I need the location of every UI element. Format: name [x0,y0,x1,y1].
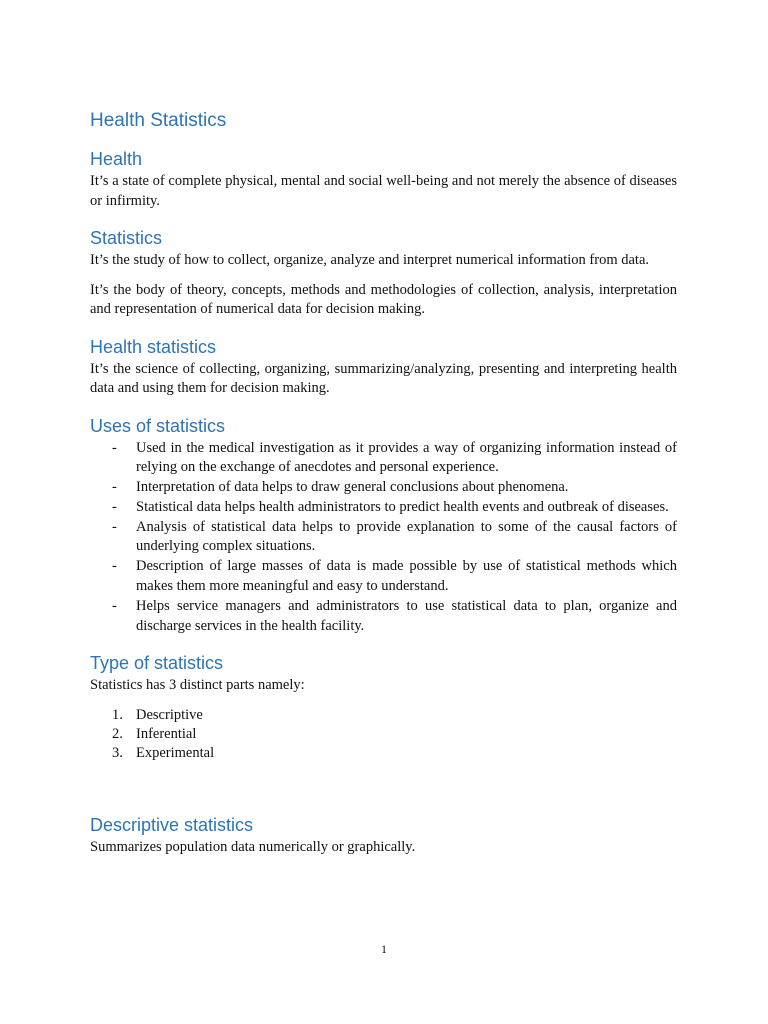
list-item [90,557,677,597]
list-item-text: Statistical data helps health administrators to predict health events and outbreak of diseases. [136,498,669,515]
dash-bullet: - [112,479,117,496]
list-item-text: Experimental [136,745,215,762]
list-item [90,498,677,518]
heading-statistics: Statistics [90,228,163,248]
paragraph-descriptive-definition: Summarizes population data numerically or graphically. [90,838,416,855]
document-title: Health Statistics [90,110,227,131]
page-number: 1 [381,942,387,956]
uses-list [90,439,677,637]
heading-descriptive-statistics: Descriptive statistics [90,814,254,835]
list-item-text: Description of large masses of data is made possible by use of statistical methods which makes them more meaningful and easy to understand. [136,558,677,595]
list-item-text: Interpretation of data helps to draw general conclusions about phenomena. [136,479,569,496]
list-item-text: Used in the medical investigation as it provides a way of organizing information instead of relying on the exchange of anecdotes and personal experience. [136,439,677,476]
blank-space [90,764,677,812]
list-item-text: Analysis of statistical data helps to provide explanation to some of the causal factors of underlying complex situations. [136,518,677,555]
heading-health: Health [90,149,143,169]
list-item [90,439,677,479]
list-number: 3. [112,745,123,762]
list-number: 1. [112,706,123,723]
list-item [90,597,677,637]
list-number: 2. [112,726,123,743]
dash-bullet: - [112,518,117,535]
heading-type-of-statistics: Type of statistics [90,653,224,674]
list-item-text: Helps service managers and administrators to use statistical data to plan, organize and discharge services in the health facility. [136,597,677,634]
paragraph-health-definition: It’s a state of complete physical, mental and social well-being and not merely the absence of diseases or infirmity. [90,173,677,209]
list-item [90,725,677,744]
types-list [90,706,677,764]
list-item-text: Descriptive [136,706,203,723]
document-page [90,108,677,857]
paragraph-type-intro: Statistics has 3 distinct parts namely: [90,677,305,694]
dash-bullet: - [112,439,117,456]
dash-bullet: - [112,597,117,614]
paragraph-statistics-definition-2: It’s the body of theory, concepts, methods and methodologies of collection, analysis, interpretation and representation of numerical data for decision making. [90,281,677,317]
heading-health-statistics: Health statistics [90,336,217,357]
list-item [90,478,677,498]
list-item [90,706,677,725]
heading-uses-of-statistics: Uses of statistics [90,415,226,436]
list-item-text: Inferential [136,726,197,743]
paragraph-health-statistics-definition: It’s the science of collecting, organizing, summarizing/analyzing, presenting and interpreting health data and using them for decision making. [90,360,677,396]
dash-bullet: - [112,498,117,515]
dash-bullet: - [112,558,117,575]
list-item [90,744,677,763]
list-item [90,518,677,558]
paragraph-statistics-definition-1: It’s the study of how to collect, organize, analyze and interpret numerical information from data. [90,252,650,268]
